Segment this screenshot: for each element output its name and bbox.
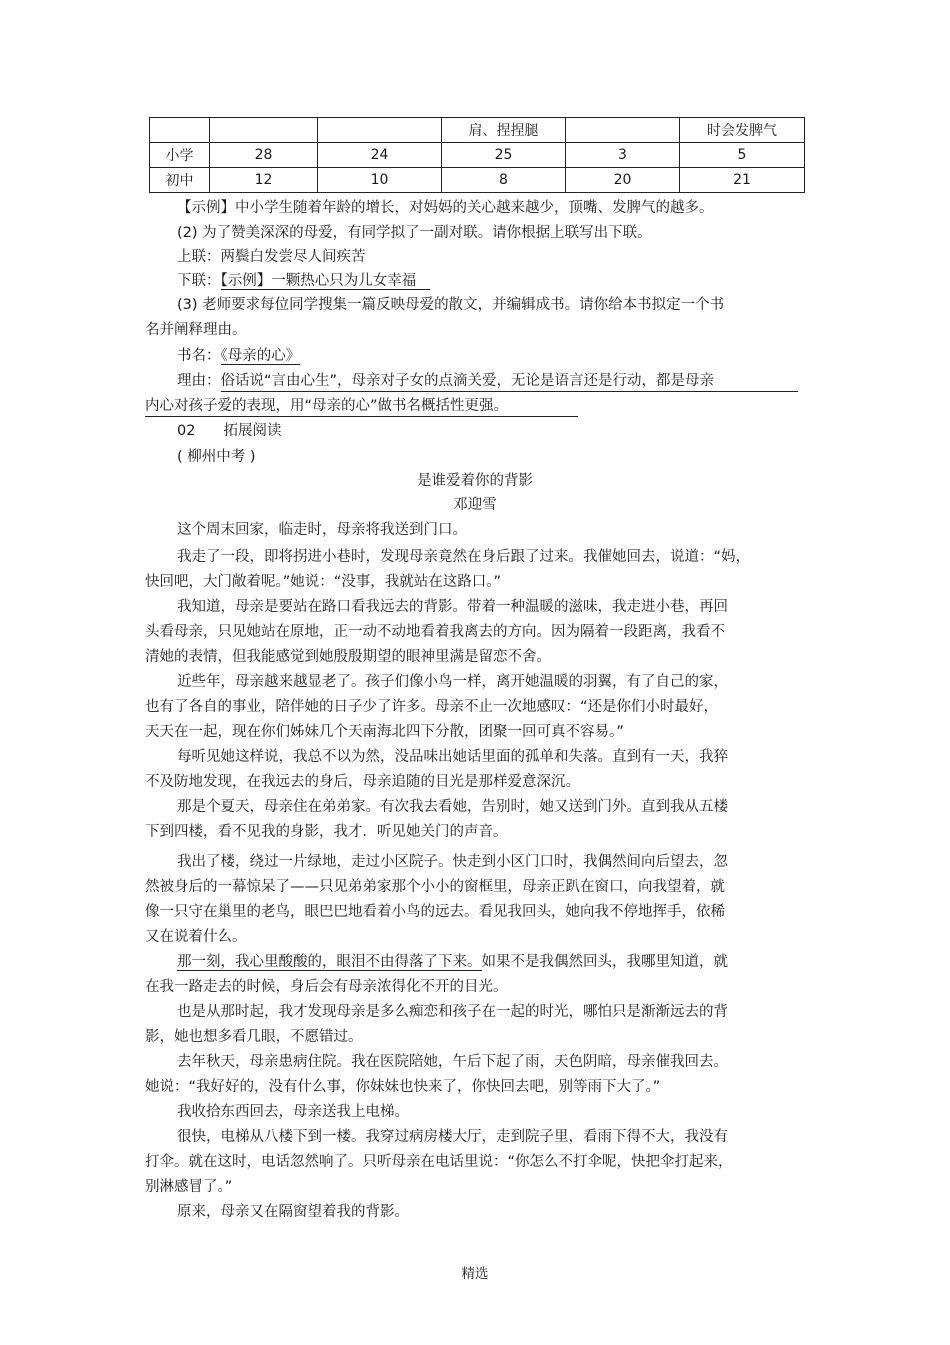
section-heading xyxy=(177,421,281,441)
book-title xyxy=(177,346,300,366)
article-paragraph-line: 清她的表情，但我能感觉到她殷殷期望的眼神里满是留恋不舍。 xyxy=(145,649,551,665)
article-paragraph-line: 那是个夏天，母亲住在弟弟家。有次我去看她，告别时，她又送到门外。直到我从五楼 xyxy=(177,799,728,815)
article-author: 邓迎雪 xyxy=(453,497,497,513)
article-paragraph-line: 头看母亲，只见她站在原地，正一动不动地看着我离去的方向。因为隔着一段距离，我看不 xyxy=(145,624,725,640)
article-paragraph-line: 天天在一起，现在你们姊妹几个天南海北四下分散，团聚一回可真不容易。” xyxy=(145,724,624,740)
table-cell xyxy=(150,118,210,143)
section-number: 02 xyxy=(177,423,196,439)
table-cell: 小学 xyxy=(150,143,210,168)
article-paragraph-line: 我知道，母亲是要站在路口看我远去的背影。带着一种温暖的滋味，我走进小巷，再回 xyxy=(177,599,728,615)
table-cell xyxy=(210,118,318,143)
table-row xyxy=(150,168,805,193)
table-cell: 初中 xyxy=(150,168,210,193)
article-paragraph-line: 她说：“我好好的，没有什么事，你妹妹也快来了，你快回去吧，别等雨下大了。” xyxy=(145,1079,661,1095)
table-cell: 肩、捏捏腿 xyxy=(442,118,566,143)
article-paragraph-line: 我走了一段，即将拐进小巷时，发现母亲竟然在身后跟了过来。我催她回去，说道：“妈， xyxy=(177,549,751,565)
reason-text-cont: 内心对孩子爱的表现，用“母亲的心”做书名概括性更强。 xyxy=(145,396,578,417)
article-paragraph-line: 原来，母亲又在隔窗望着我的背影。 xyxy=(177,1204,409,1220)
article-paragraph-line: 别淋感冒了。” xyxy=(145,1179,233,1195)
article-paragraph-line: 打伞。就在这时，电话忽然响了。只听母亲在电话里说：“你怎么不打伞呢，快把伞打起来， xyxy=(145,1154,733,1170)
table-cell: 24 xyxy=(318,143,442,168)
article-paragraph-line: 这个周末回家，临走时，母亲将我送到门口。 xyxy=(177,522,467,538)
article-paragraph-line xyxy=(177,952,728,972)
couplet-lower-answer: 【示例】一颗热心只为儿女幸福 xyxy=(221,273,431,290)
article-paragraph-line: 很快，电梯从八楼下到一楼。我穿过病房楼大厅，走到院子里，看雨下得不大，我没有 xyxy=(177,1129,728,1145)
section-source: ( 柳州中考 ) xyxy=(177,449,256,465)
q3-prompt-cont: 名并阐释理由。 xyxy=(145,322,247,338)
couplet-lower xyxy=(177,271,430,291)
reason-label: 理由： xyxy=(177,373,221,389)
sentence-rest: 如果不是我偶然回头，我哪里知道，就 xyxy=(481,954,728,970)
article-paragraph-line: 在我一路走去的时候，身后会有母亲浓得化不开的目光。 xyxy=(145,979,508,995)
table-cell: 3 xyxy=(566,143,680,168)
page-footer: 精选 xyxy=(461,1266,489,1282)
q2-prompt: (2) 为了赞美深深的母爱，有同学拟了一副对联。请你根据上联写出下联。 xyxy=(177,225,652,241)
article-paragraph-line: 去年秋天，母亲患病住院。我在医院陪她，午后下起了雨，天色阴暗，母亲催我回去。 xyxy=(177,1054,728,1070)
article-paragraph-line: 近些年，母亲越来越显老了。孩子们像小鸟一样，离开她温暖的羽翼，有了自己的家， xyxy=(177,674,728,690)
table-cell: 12 xyxy=(210,168,318,193)
article-paragraph-line: 我收拾东西回去，母亲送我上电梯。 xyxy=(177,1104,409,1120)
article-paragraph-line: 像一只守在巢里的老鸟，眼巴巴地看着小鸟的远去。看见我回头，她向我不停地挥手，依稀 xyxy=(145,904,725,920)
table-header-row xyxy=(150,118,805,143)
article-paragraph-line: 每听见她这样说，我总不以为然，没品味出她话里面的孤单和失落。直到有一天，我猝 xyxy=(177,749,728,765)
article-paragraph-line: 又在说着什么。 xyxy=(145,929,247,945)
survey-table xyxy=(149,117,805,193)
table-cell: 20 xyxy=(566,168,680,193)
article-paragraph-line: 我出了楼，绕过一片绿地，走过小区院子。快走到小区门口时，我偶然间向后望去，忽 xyxy=(177,854,728,870)
article-paragraph-line: 然被身后的一幕惊呆了——只见弟弟家那个小小的窗框里，母亲正趴在窗口，向我望着，就 xyxy=(145,879,725,895)
table-cell xyxy=(318,118,442,143)
book-title-answer: 《母亲的心》 xyxy=(220,348,301,364)
table-cell: 5 xyxy=(680,143,805,168)
couplet-upper: 上联：两鬓白发尝尽人间疾苦 xyxy=(177,249,366,265)
table-row xyxy=(150,143,805,168)
article-paragraph-line: 下到四楼，看不见我的身影，我才．听见她关门的声音。 xyxy=(145,824,508,840)
reason-text: 俗话说“言由心生”，母亲对子女的点滴关爱，无论是语言还是行动，都是母亲 xyxy=(221,371,798,392)
reason-line-cont xyxy=(145,396,578,416)
table-cell: 8 xyxy=(442,168,566,193)
table-cell: 21 xyxy=(680,168,805,193)
table-cell xyxy=(566,118,680,143)
table-cell: 28 xyxy=(210,143,318,168)
article-paragraph-line: 也是从那时起，我才发现母亲是多么痴恋和孩子在一起的时光，哪怕只是渐渐远去的背 xyxy=(177,1004,728,1020)
article-paragraph-line: 快回吧，大门敞着呢。”她说：“没事，我就站在这路口。” xyxy=(145,574,502,590)
couplet-lower-label: 下联： xyxy=(177,273,221,289)
reason-line xyxy=(177,371,798,391)
article-paragraph-line: 也有了各自的事业，陪伴她的日子少了许多。母亲不止一次地感叹：“还是你们小时最好， xyxy=(145,699,719,715)
table-cell: 25 xyxy=(442,143,566,168)
q3-prompt: (3) 老师要求每位同学搜集一篇反映母爱的散文，并编辑成书。请你给本书拟定一个书 xyxy=(177,297,725,313)
section-name: 拓展阅读 xyxy=(223,423,282,439)
book-title-label: 书名： xyxy=(177,348,221,364)
table-cell: 10 xyxy=(318,168,442,193)
underlined-sentence: 那一刻，我心里酸酸的，眼泪不由得落了下来。 xyxy=(177,954,482,970)
article-title: 是谁爱着你的背影 xyxy=(417,473,533,489)
article-paragraph-line: 影，她也想多看几眼，不愿错过。 xyxy=(145,1029,363,1045)
q1-example: 【示例】中小学生随着年龄的增长，对妈妈的关心越来越少，顶嘴、发脾气的越多。 xyxy=(177,200,714,216)
table-cell: 时会发脾气 xyxy=(680,118,805,143)
article-paragraph-line: 不及防地发现，在我远去的身后，母亲追随的目光是那样爱意深沉。 xyxy=(145,774,580,790)
